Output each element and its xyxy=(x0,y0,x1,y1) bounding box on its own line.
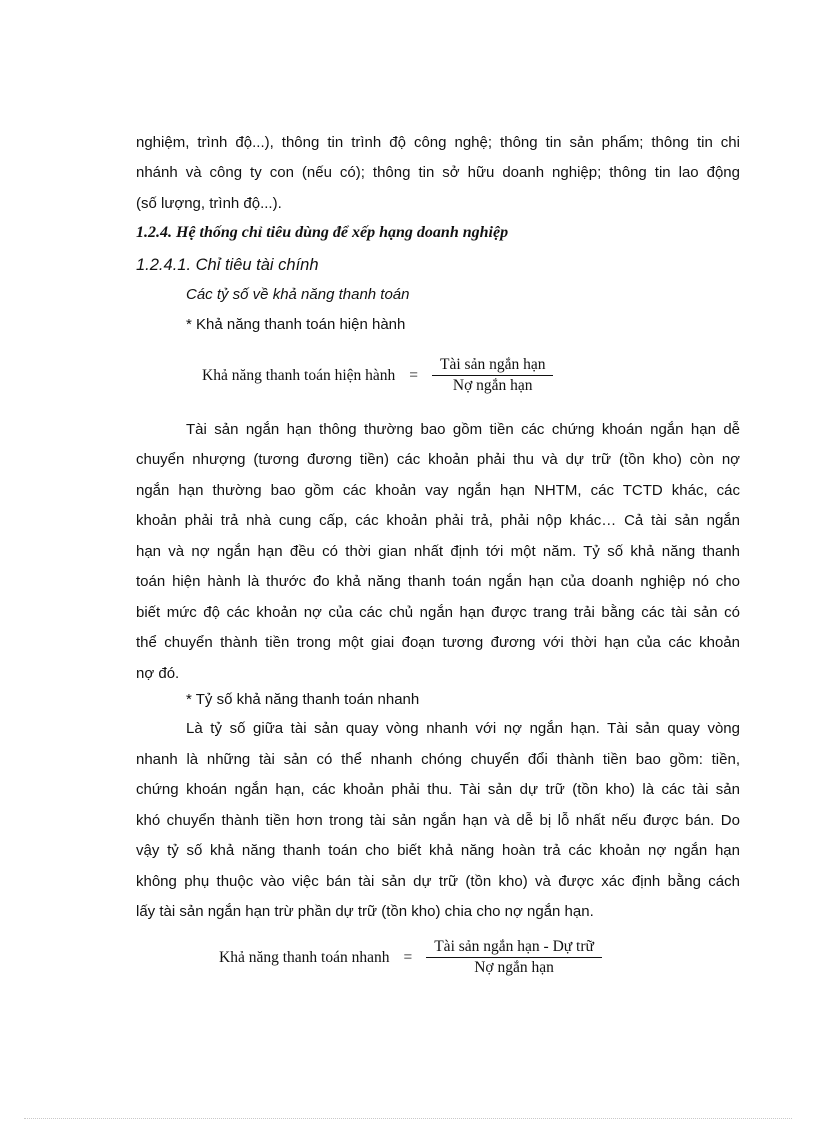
formula-lhs: Khả năng thanh toán nhanh xyxy=(219,948,390,966)
group-label: Các tỷ số về khả năng thanh toán xyxy=(186,286,410,303)
item1-line-2: chuyển nhượng (tương đương tiền) các khoản phải thu và dự trữ (tồn kho) còn nợ xyxy=(136,451,740,468)
item1-label: * Khả năng thanh toán hiện hành xyxy=(186,316,406,333)
item2-line-3: chứng khoán ngắn hạn, các khoản phải thu. Tài sản dự trữ (tồn kho) là các tài sản xyxy=(136,781,740,798)
formula-current-ratio xyxy=(202,356,553,395)
intro-line-2: nhánh và công ty con (nếu có); thông tin sở hữu doanh nghiệp; thông tin lao động xyxy=(136,164,740,181)
fraction-denominator: Nợ ngắn hạn xyxy=(474,959,554,976)
page-footer-divider xyxy=(24,1118,792,1119)
item2-label: * Tỷ số khả năng thanh toán nhanh xyxy=(186,691,420,708)
fraction xyxy=(426,938,602,977)
item1-line-6: toán hiện hành là thước đo khả năng thanh toán ngắn hạn của doanh nghiệp nó cho xyxy=(136,573,740,590)
item1-line-8: thể chuyển thành tiền trong một giai đoạn tương đương với thời hạn của các khoản xyxy=(136,634,740,651)
fraction xyxy=(432,356,553,395)
item2-line-6: không phụ thuộc vào việc bán tài sản dự trữ (tồn kho) và được xác định bằng cách xyxy=(136,873,740,890)
fraction-denominator: Nợ ngắn hạn xyxy=(452,377,533,394)
intro-line-1: nghiệm, trình độ...), thông tin trình độ công nghệ; thông tin sản phẩm; thông tin chi xyxy=(136,134,740,151)
item2-line-1: Là tỷ số giữa tài sản quay vòng nhanh với nợ ngắn hạn. Tài sản quay vòng xyxy=(186,720,740,737)
item1-line-3: ngắn hạn thường bao gồm các khoản vay ngắn hạn NHTM, các TCTD khác, các xyxy=(136,482,740,499)
item1-line-1: Tài sản ngắn hạn thông thường bao gồm tiền các chứng khoán ngắn hạn dễ xyxy=(186,421,740,438)
equals-sign: = xyxy=(403,948,413,966)
item2-line-5: vậy tỷ số khả năng thanh toán cho biết khả năng hoàn trả các khoản nợ ngắn hạn xyxy=(136,842,740,859)
item1-line-9: nợ đó. xyxy=(136,665,180,682)
section-heading: 1.2.4. Hệ thống chỉ tiêu dùng để xếp hạng doanh nghiệp xyxy=(136,224,509,241)
fraction-numerator: Tài sản ngắn hạn - Dự trữ xyxy=(434,938,594,955)
intro-line-3: (số lượng, trình độ...). xyxy=(136,195,282,212)
item2-line-7: lấy tài sản ngắn hạn trừ phần dự trữ (tồn kho) chia cho nợ ngắn hạn. xyxy=(136,903,594,920)
item2-line-4: khó chuyển thành tiền hơn trong tài sản ngắn hạn và dễ bị lỗ nhất nếu được bán. Do xyxy=(136,812,740,829)
formula-lhs: Khả năng thanh toán hiện hành xyxy=(202,366,396,384)
item1-line-7: biết mức độ các khoản nợ của các chủ ngắn hạn được trang trải bằng các tài sản có xyxy=(136,604,740,621)
item2-line-2: nhanh là những tài sản có thể nhanh chóng chuyển đổi thành tiền bao gồm: tiền, xyxy=(136,751,740,768)
subsection-heading: 1.2.4.1. Chỉ tiêu tài chính xyxy=(136,256,319,274)
formula-quick-ratio xyxy=(219,938,602,977)
fraction-numerator: Tài sản ngắn hạn xyxy=(440,356,546,373)
item1-line-5: hạn và nợ ngắn hạn đều có thời gian nhất định tới một năm. Tỷ số khả năng thanh xyxy=(136,543,740,560)
equals-sign: = xyxy=(409,366,419,384)
item1-line-4: khoản phải trả nhà cung cấp, các khoản phải trả, phải nộp khác… Cả tài sản ngắn xyxy=(136,512,740,529)
